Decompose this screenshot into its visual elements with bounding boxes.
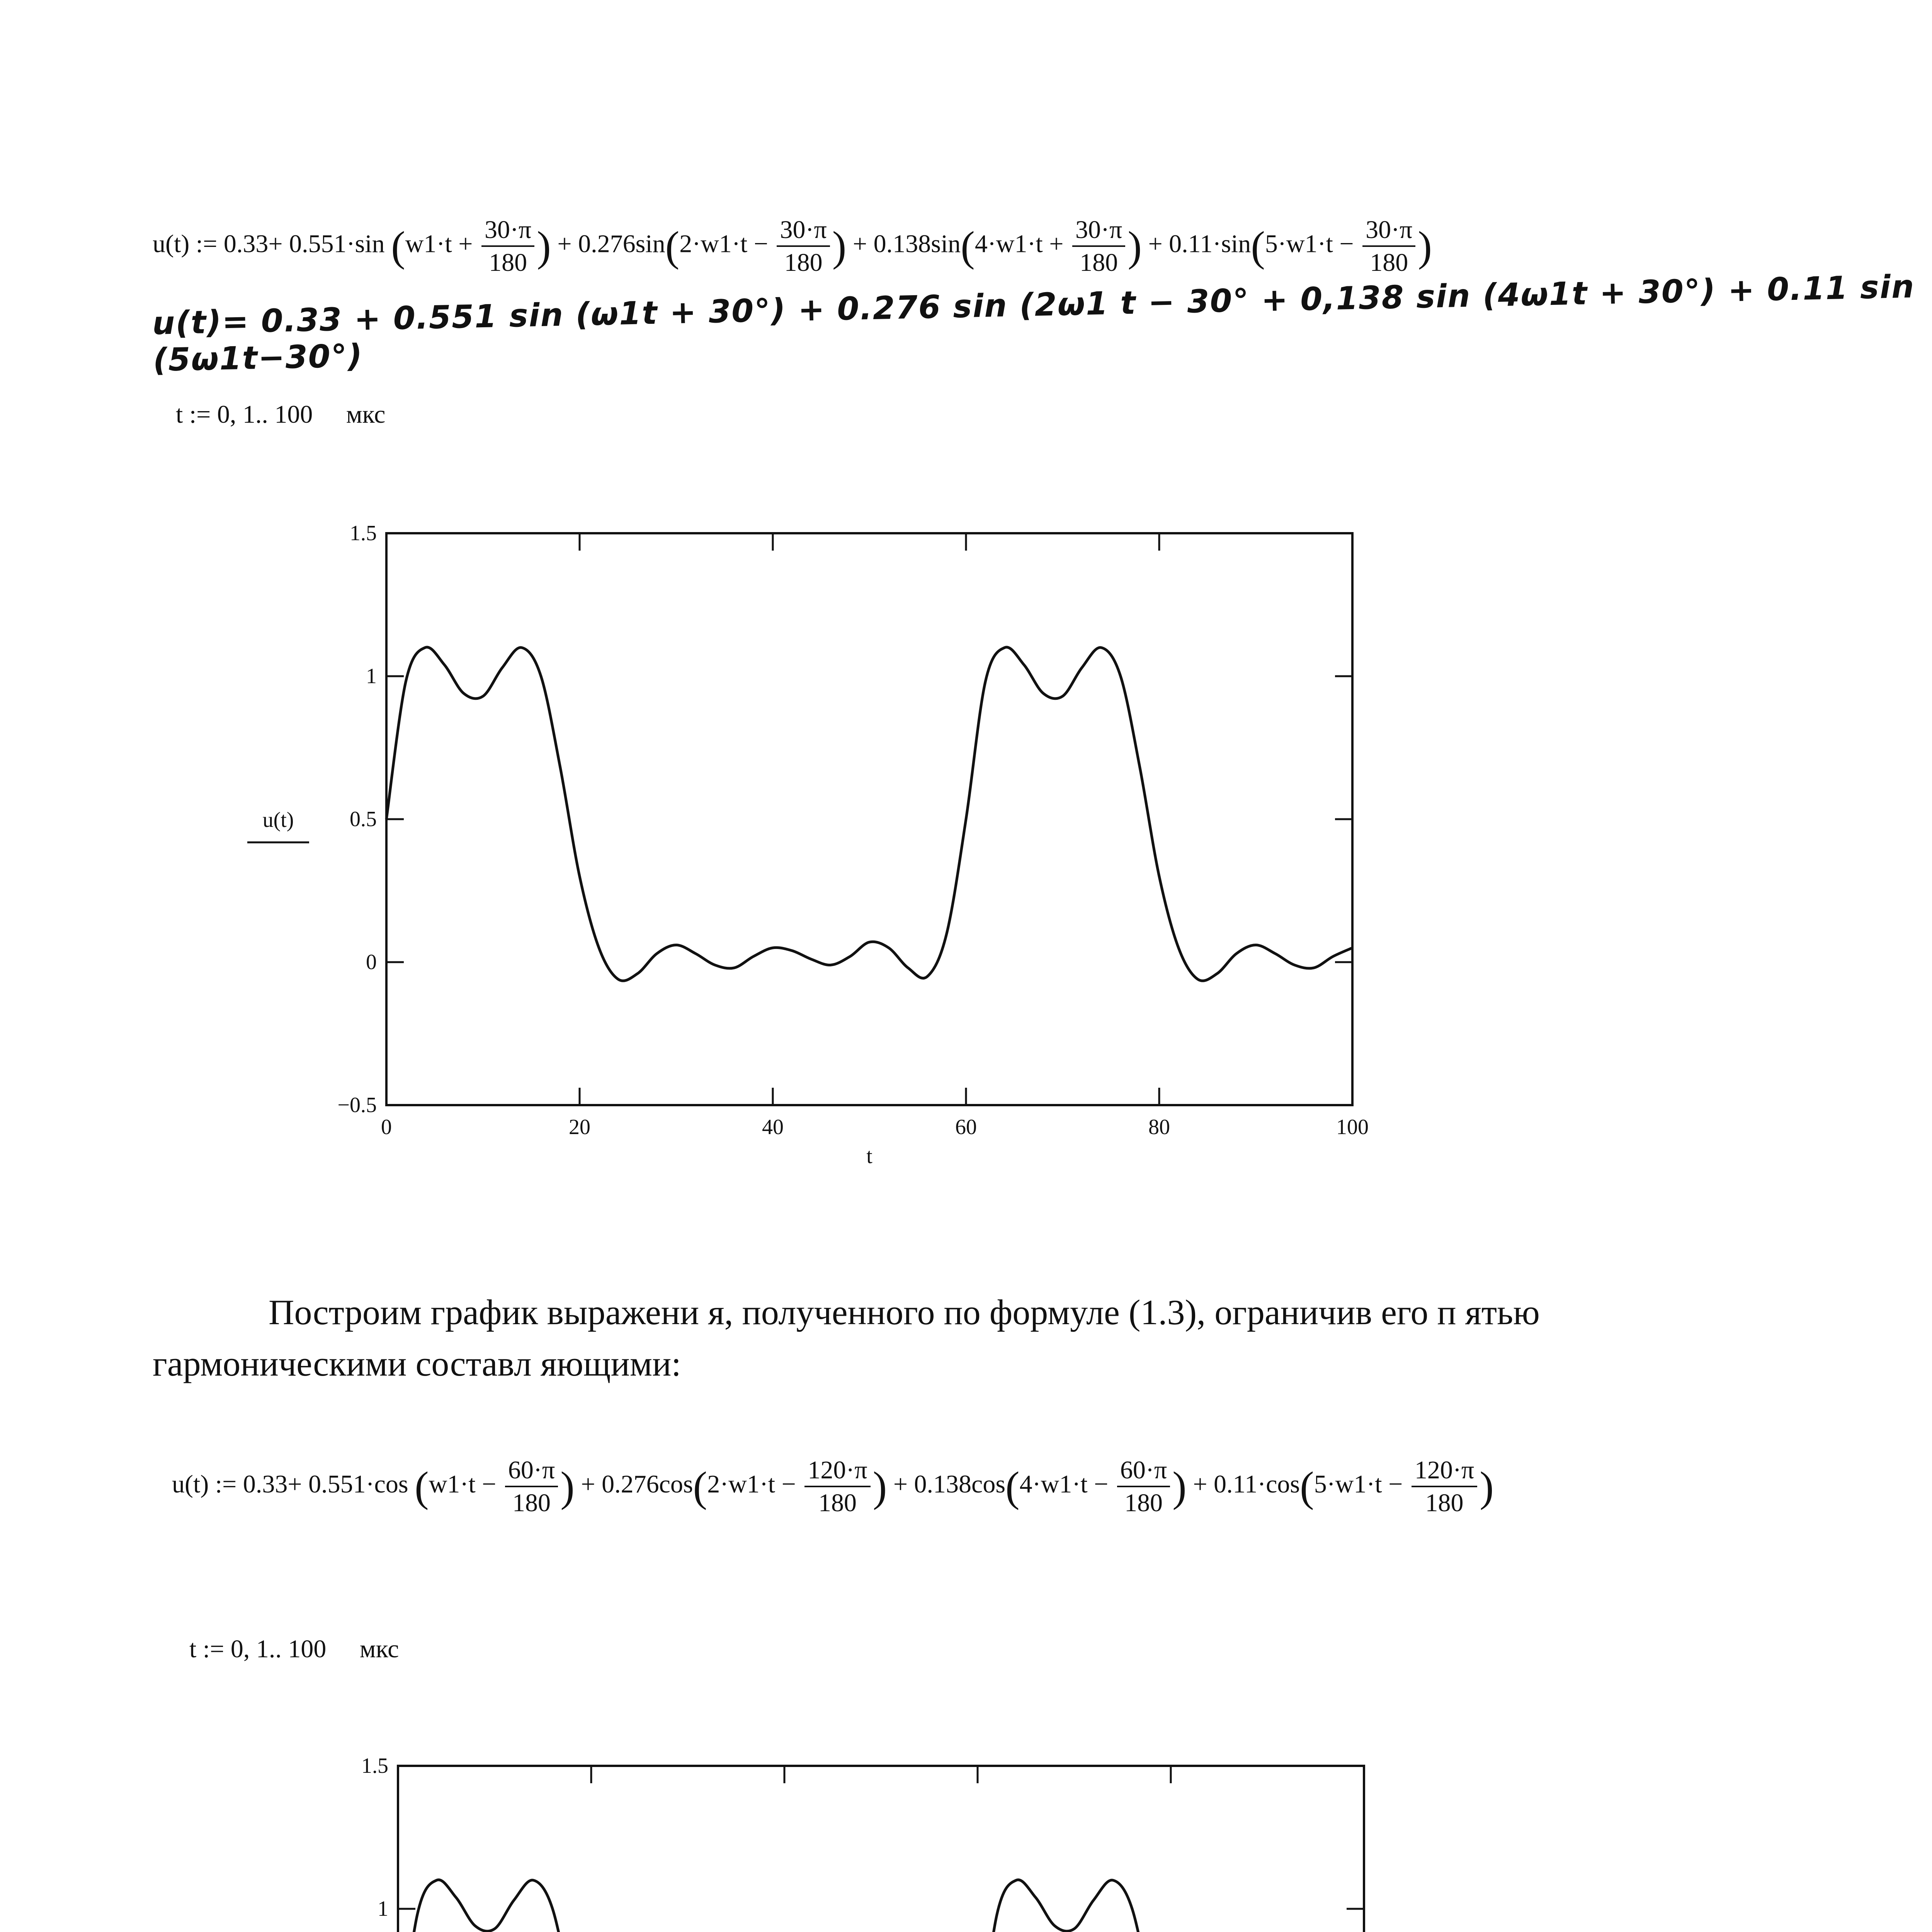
y-tick-label: 1.5 bbox=[350, 521, 377, 545]
y-tick-label: 1 bbox=[378, 1897, 388, 1921]
paragraph-line-1: Построим график выражени я, полученного по формуле (1.3), ограничив его п ятью bbox=[269, 1293, 1540, 1332]
formula-1-fraction: $\frac{30\cdot\pi}{180}$ bbox=[1362, 216, 1415, 276]
chart-2 bbox=[243, 1747, 1441, 1932]
formula-2-term: 2·w1·t − bbox=[707, 1470, 796, 1498]
series-line bbox=[398, 1880, 1364, 1932]
formula-2-fraction: $\frac{120\cdot\pi}{180}$ bbox=[1412, 1457, 1477, 1517]
formula-2-term: 5·w1·t − bbox=[1314, 1470, 1403, 1498]
formula-1: u(t) := 0.33+ 0.551·sin (w1·t + $\frac{30\cdot\pi}{180}$ ) + 0.276sin(2·w1·t − $\frac{30\cdot\pi}{180}$ ) + 0.138sin(4·w1·t + $\frac{30\cdot\pi}{180}$ ) + 0.11·sin(5·w1·t − $\frac{30\cdot\pi}{180}$ ) bbox=[153, 216, 1432, 277]
formula-1-term: w1·t + bbox=[405, 230, 473, 258]
formula-1-term: 0.33+ 0.551·sin bbox=[223, 230, 385, 258]
x-tick-label: 60 bbox=[955, 1115, 977, 1139]
series-line bbox=[386, 647, 1352, 981]
formula-2-fraction: $\frac{60\cdot\pi}{180}$ bbox=[1117, 1457, 1170, 1517]
formula-1-fraction: $\frac{30\cdot\pi}{180}$ bbox=[777, 216, 830, 276]
range-unit: мкс bbox=[359, 1635, 399, 1663]
formula-1-fraction: $\frac{30\cdot\pi}{180}$ bbox=[481, 216, 534, 276]
formula-2-fraction: $\frac{60\cdot\pi}{180}$ bbox=[505, 1457, 558, 1517]
paragraph bbox=[153, 1287, 1540, 1390]
x-tick-label: 0 bbox=[381, 1115, 392, 1139]
range-expression: t := 0, 1.. 100 bbox=[176, 400, 313, 429]
formula-2-fraction: $\frac{120\cdot\pi}{180}$ bbox=[804, 1457, 870, 1517]
formula-2-term: + 0.11·cos bbox=[1193, 1470, 1300, 1498]
handwritten-formula: u(t)= 0.33 + 0.551 sin (ω1t + 30°) + 0.276 sin (2ω1 t − 30° + 0,138 sin (4ω1t + 30°) + 0.11 sin (5ω1t−30°) bbox=[152, 268, 1915, 379]
formula-1-term: + 0.276sin bbox=[557, 230, 665, 258]
formula-1-term: + 0.138sin bbox=[852, 230, 961, 258]
formula-1-term: 2·w1·t − bbox=[679, 230, 768, 258]
x-tick-label: 80 bbox=[1148, 1115, 1170, 1139]
range-unit: мкс bbox=[346, 400, 386, 429]
range-expression: t := 0, 1.. 100 bbox=[189, 1635, 327, 1663]
formula-1-term: 4·w1·t + bbox=[975, 230, 1064, 258]
plot-frame bbox=[386, 533, 1352, 1105]
x-axis-label: t bbox=[866, 1144, 872, 1168]
formula-1-term: 5·w1·t − bbox=[1265, 230, 1354, 258]
chart-1 bbox=[232, 514, 1430, 1190]
range-definition-2 bbox=[189, 1634, 399, 1664]
y-axis-label: u(t) bbox=[262, 808, 294, 832]
y-tick-label: 1.5 bbox=[361, 1754, 388, 1778]
y-tick-label: 1 bbox=[366, 664, 377, 688]
y-tick-label: 0 bbox=[366, 950, 377, 974]
formula-2: u(t) := 0.33+ 0.551·cos (w1·t − $\frac{60\cdot\pi}{180}$ ) + 0.276cos(2·w1·t − $\frac{120\cdot\pi}{180}$ ) + 0.138cos(4·w1·t − $\frac{60\cdot\pi}{180}$ ) + 0.11·cos(5·w1·t − $\frac{120\cdot\pi}{180}$ ) bbox=[172, 1456, 1494, 1517]
y-tick-label: 0.5 bbox=[350, 807, 377, 831]
formula-1-term: + 0.11·sin bbox=[1148, 230, 1251, 258]
x-tick-label: 100 bbox=[1336, 1115, 1369, 1139]
x-tick-label: 20 bbox=[569, 1115, 590, 1139]
formula-2-term: 4·w1·t − bbox=[1019, 1470, 1109, 1498]
range-definition-1 bbox=[176, 400, 385, 429]
plot-frame bbox=[398, 1766, 1364, 1932]
formula-2-term: 0.33+ 0.551·cos bbox=[243, 1470, 408, 1498]
formula-2-term: w1·t − bbox=[429, 1470, 497, 1498]
y-tick-label: −0.5 bbox=[337, 1093, 377, 1117]
formula-1-lhs: u(t) := bbox=[153, 230, 218, 258]
formula-2-term: + 0.138cos bbox=[893, 1470, 1006, 1498]
formula-2-term: + 0.276cos bbox=[581, 1470, 693, 1498]
paragraph-line-2: гармоническими составл яющими: bbox=[153, 1344, 681, 1384]
formula-2-lhs: u(t) := bbox=[172, 1470, 237, 1498]
x-tick-label: 40 bbox=[762, 1115, 784, 1139]
formula-1-fraction: $\frac{30\cdot\pi}{180}$ bbox=[1072, 216, 1125, 276]
